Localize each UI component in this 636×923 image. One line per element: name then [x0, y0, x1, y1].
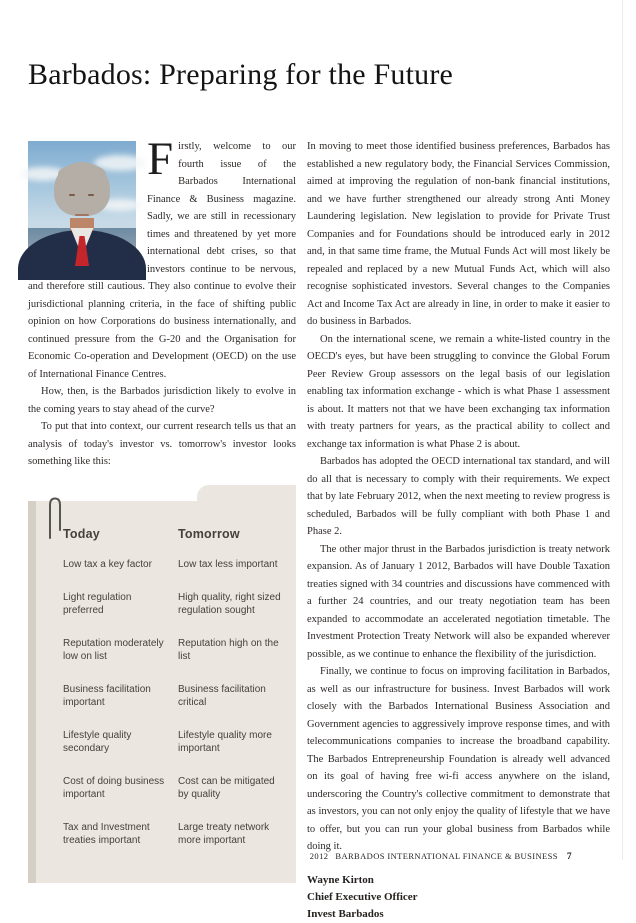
table-cell-tomorrow: Lifestyle quality more important [178, 729, 272, 754]
intro-paragraph [28, 133, 296, 383]
folder-tab [197, 485, 296, 502]
signature-name: Wayne Kirton [307, 873, 374, 886]
page-footer [310, 851, 572, 862]
drop-cap: F [147, 133, 174, 185]
comparison-table [28, 501, 296, 883]
right-column [307, 138, 610, 923]
left-paragraph: To put that into context, our current research tells us that an analysis of today's investor vs. tomorrow's investor looks something like this: [28, 421, 296, 467]
right-paragraph: In moving to meet those identified business preferences, Barbados has established a new regulatory body, the Financial Services Commission, aimed at improving the regulation of non-bank financial institutions, and we have further strengthened our already strong Anti Money Laundering legislation. New legislation to provide for Private Trust Companies and for Foundations should be introduced early in 2012 and, in that same time frame, the Mutual Funds Act will most likely be repealed and replaced by a new Mutual Funds Act, which will also recognise sophisticated investors. Several changes to the Companies Act and Income Tax Act are already in line, in order to make it easier to do business in Barbados. [307, 141, 610, 327]
table-cell-tomorrow: Cost can be mitigated by quality [178, 775, 275, 800]
portrait-photo [28, 141, 136, 272]
photo-hairline [58, 164, 106, 184]
table-cell-today: Tax and Investment treaties important [63, 821, 150, 846]
table-cell-tomorrow: Low tax less important [178, 558, 278, 570]
column-header-tomorrow: Tomorrow [178, 526, 240, 541]
photo-mouth [75, 214, 89, 216]
paperclip-icon [47, 496, 63, 540]
signature-block [307, 872, 610, 923]
intro-text: irstly, welcome to our fourth issue of the Barbados International Finance & Business magazine. Sadly, we are still in recessionary times and threatened by yet more international debt crises, so that investors continue to be nervous, and therefore still cautious. They also continue to evolve their jurisdictional planning criteria, in the face of shifting public opinion on how Corporations do business internationally, and continued pressure from the G-20 and the Organisation for Economic Co-operation and Development (OECD) on the use of International Finance Centres. [28, 141, 296, 380]
table-cell-today: Reputation moderately low on list [63, 637, 164, 662]
signature-organisation: Invest Barbados [307, 907, 384, 920]
right-paragraph: The other major thrust in the Barbados jurisdiction is treaty network expansion. As of January 1 2012, Barbados will have Double Taxation treaties signed with 34 countries and discussions have commenced with a further 24 countries, and our treaty negotiation team has been expanded to accommodate an accelerated negotiation timetable. The Investment Protection Treaty Network will also be expanded wherever possible, as we continue to enhance the flexibility of the jurisdiction. [307, 543, 610, 660]
left-paragraph: How, then, is the Barbados jurisdiction likely to evolve in the coming years to stay ahead of the curve? [28, 386, 296, 415]
folder-spine [28, 501, 36, 883]
comparison-panel [28, 501, 296, 883]
signature-role: Chief Executive Officer [307, 890, 418, 903]
photo-eye [88, 194, 94, 197]
right-paragraph: Finally, we continue to focus on improving facilitation in Barbados, as well as our infrastructure for business. Invest Barbados will work closely with the Barbados International Business Association and Government agencies to aggressively improve response times, and with telecommunications companies to increase the broadband capability. The Barbados Entrepreneurship Foundation is already well advanced on its goal of having free wi-fi access anywhere on the island, underscoring the Country's collective commitment to demonstrate that as investors, you can not only enjoy the quality of lifestyle that we have to offer, but you can run your global business from Barbados while doing it. [307, 666, 610, 852]
table-cell-today: Lifestyle quality secondary [63, 729, 132, 754]
footer-page-number: 7 [566, 852, 572, 862]
footer-year: 2012 [309, 851, 329, 861]
article-columns [28, 133, 610, 923]
table-cell-tomorrow: Business facilitation critical [178, 683, 266, 708]
table-cell-today: Light regulation preferred [63, 591, 132, 616]
column-header-today: Today [63, 526, 100, 541]
right-paragraph: Barbados has adopted the OECD international tax standard, and will do all that is necessary to comply with their requirements. We expect that by late February 2012, when the next meeting to review progress is scheduled, Barbados will be fully compliant with both Phase 1 and Phase 2. [307, 456, 610, 537]
table-cell-today: Cost of doing business important [63, 775, 165, 800]
table-cell-tomorrow: High quality, right sized regulation sought [178, 591, 281, 616]
table-cell-today: Business facilitation important [63, 683, 151, 708]
page-title: Barbados: Preparing for the Future [28, 58, 454, 91]
table-cell-today: Low tax a key factor [63, 558, 152, 570]
footer-publication: BARBADOS INTERNATIONAL FINANCE & BUSINESS [335, 851, 558, 861]
left-column [28, 133, 296, 923]
table-cell-tomorrow: Large treaty network more important [178, 821, 270, 846]
table-cell-tomorrow: Reputation high on the list [178, 637, 279, 662]
page-edge-line [622, 0, 623, 860]
right-paragraph: On the international scene, we remain a white-listed country in the OECD's eyes, but have been struggling to convince the Global Forum Peer Review Group assessors on the legal basis of our legislation enabling tax information exchange - which is what Phase 1 assessment is about. It matters not that we have been exchanging tax information with treaty partners for years, as the practical ability to collect and exchange tax information is what Phase 2 is about. [307, 333, 610, 450]
photo-eye [69, 194, 75, 197]
